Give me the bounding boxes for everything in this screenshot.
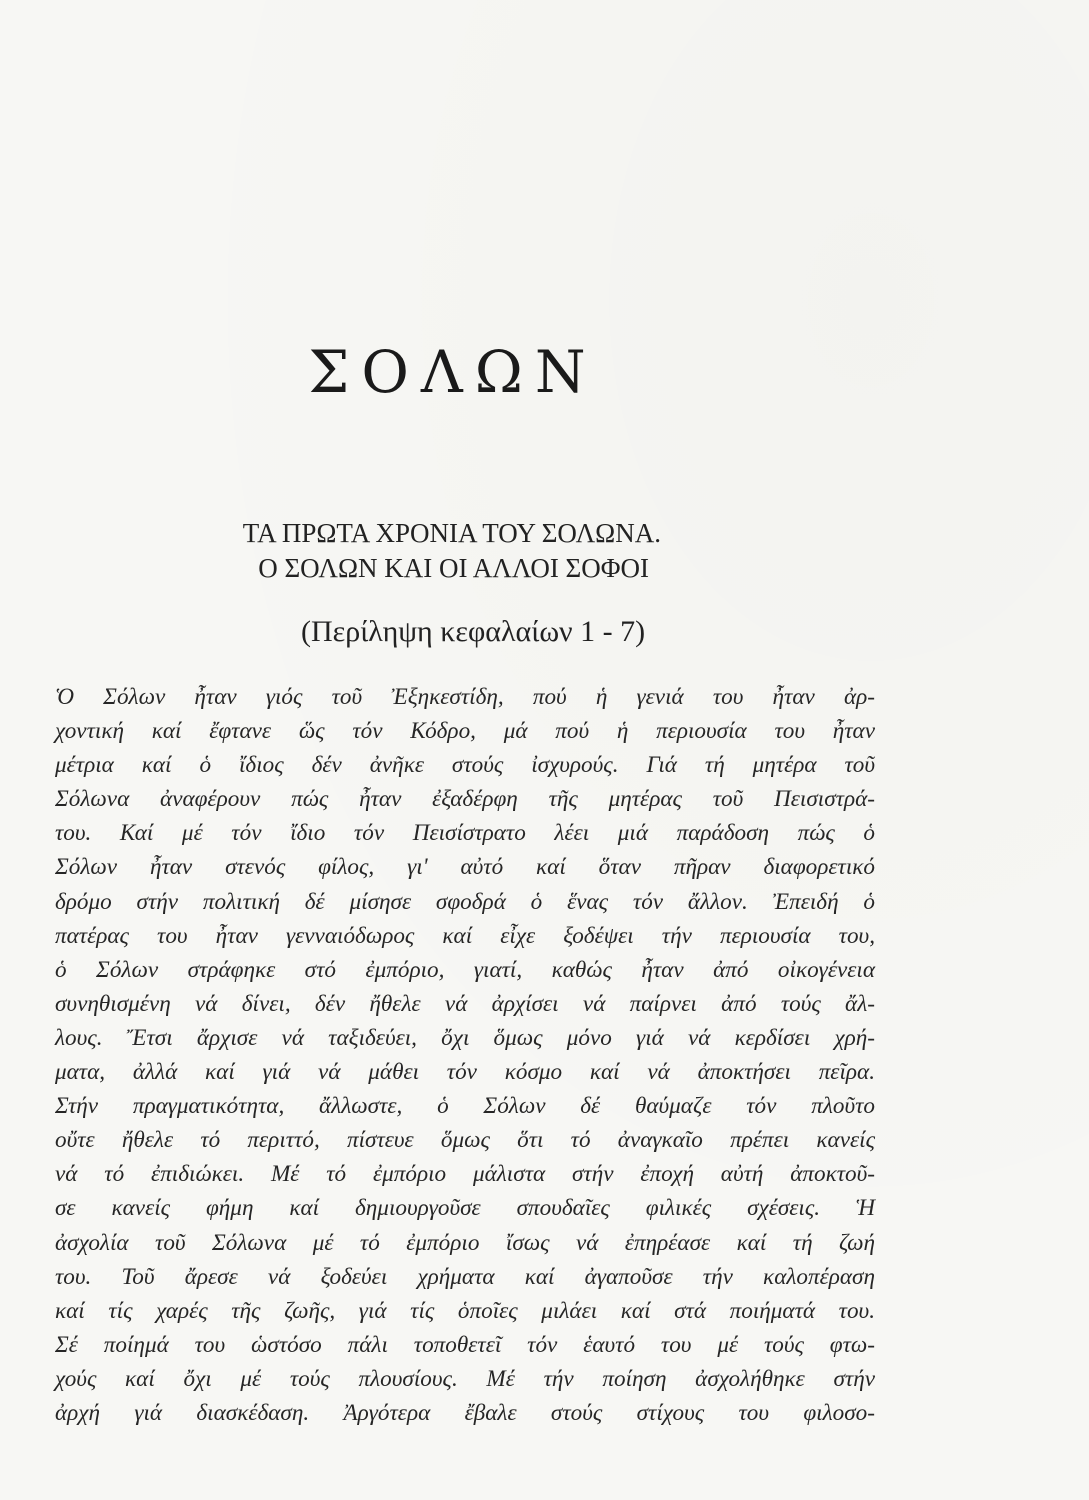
chapter-heading-line-1: ΤΑ ΠΡΩΤΑ ΧΡΟΝΙΑ ΤΟΥ ΣΟΛΩΝΑ. (242, 518, 661, 548)
body-line: Σόλωνα ἀναφέρουν πώς ἦταν ἐξαδέρφη τῆς μητέρας τοῦ Πεισιστρά- (55, 786, 875, 813)
body-paragraph (55, 680, 875, 1430)
body-line: πατέρας του ἦταν γενναιόδωρος καί εἶχε ξοδέψει τήν περιουσία του, (55, 922, 875, 949)
body-line: χοντική καί ἔφτανε ὥς τόν Κόδρο, μά πού ἡ περιουσία του ἦταν (55, 718, 875, 745)
body-line: δρόμο στήν πολιτική δέ μίσησε σφοδρά ὁ ἕνας τόν ἄλλον. Ἐπειδή ὁ (55, 888, 875, 915)
chapter-summary-label: (Περίληψη κεφαλαίων 1 - 7) (301, 615, 646, 648)
body-line: ματα, ἀλλά καί γιά νά μάθει τόν κόσμο καί νά ἀποκτήσει πεῖρα. (55, 1059, 875, 1086)
chapter-heading-line-2: Ο ΣΟΛΩΝ ΚΑΙ ΟΙ ΑΛΛΟΙ ΣΟΦΟΙ (258, 553, 649, 583)
body-line: ἀρχή γιά διασκέδαση. Ἀργότερα ἔβαλε στούς στίχους του φιλοσο- (55, 1399, 875, 1426)
body-line: συνηθισμένη νά δίνει, δέν ἤθελε νά ἀρχίσει νά παίρνει ἀπό τούς ἄλ- (55, 990, 875, 1017)
body-line: Σόλων ἦταν στενός φίλος, γι' αὐτό καί ὅταν πῆραν διαφορετικό (55, 854, 875, 881)
body-line: χούς καί ὄχι μέ τούς πλουσίους. Μέ τήν ποίηση ἀσχολήθηκε στήν (55, 1365, 875, 1392)
body-line: του. Καί μέ τόν ἴδιο τόν Πεισίστρατο λέει μιά παράδοση πώς ὁ (55, 820, 875, 847)
body-line: σε κανείς φήμη καί δημιουργοῦσε σπουδαῖες φιλικές σχέσεις. Ἡ (55, 1195, 875, 1222)
body-line: καί τίς χαρές τῆς ζωῆς, γιά τίς ὁποῖες μιλάει καί στά ποιήματά του. (55, 1297, 875, 1324)
body-line: μέτρια καί ὁ ἴδιος δέν ἀνῆκε στούς ἰσχυρούς. Γιά τή μητέρα τοῦ (55, 752, 875, 779)
body-line: ἀσχολία τοῦ Σόλωνα μέ τό ἐμπόριο ἴσως νά ἐπηρέασε καί τή ζωή (55, 1229, 875, 1256)
body-line: Στήν πραγματικότητα, ἄλλωστε, ὁ Σόλων δέ θαύμαζε τόν πλοῦτο (55, 1093, 875, 1120)
page-title: ΣΟΛΩΝ (308, 338, 598, 406)
body-line: οὔτε ἤθελε τό περιττό, πίστευε ὅμως ὅτι τό ἀναγκαῖο πρέπει κανείς (55, 1127, 875, 1154)
body-line: ὁ Σόλων στράφηκε στό ἐμπόριο, γιατί, καθώς ἦταν ἀπό οἰκογένεια (55, 956, 875, 983)
body-line: λους. Ἔτσι ἄρχισε νά ταξιδεύει, ὄχι ὅμως μόνο γιά νά κερδίσει χρή- (55, 1024, 875, 1051)
body-line: Ὁ Σόλων ἦταν γιός τοῦ Ἐξηκεστίδη, πού ἡ γενιά του ἦταν ἀρ- (55, 684, 875, 710)
body-line: του. Τοῦ ἄρεσε νά ξοδεύει χρήματα καί ἀγαποῦσε τήν καλοπέραση (55, 1263, 875, 1290)
body-line: Σέ ποίημά του ὡστόσο πάλι τοποθετεῖ τόν ἑαυτό του μέ τούς φτω- (55, 1331, 875, 1358)
body-line: νά τό ἐπιδιώκει. Μέ τό ἐμπόριο μάλιστα στήν ἐποχή αὐτή ἀποκτοῦ- (55, 1161, 875, 1188)
